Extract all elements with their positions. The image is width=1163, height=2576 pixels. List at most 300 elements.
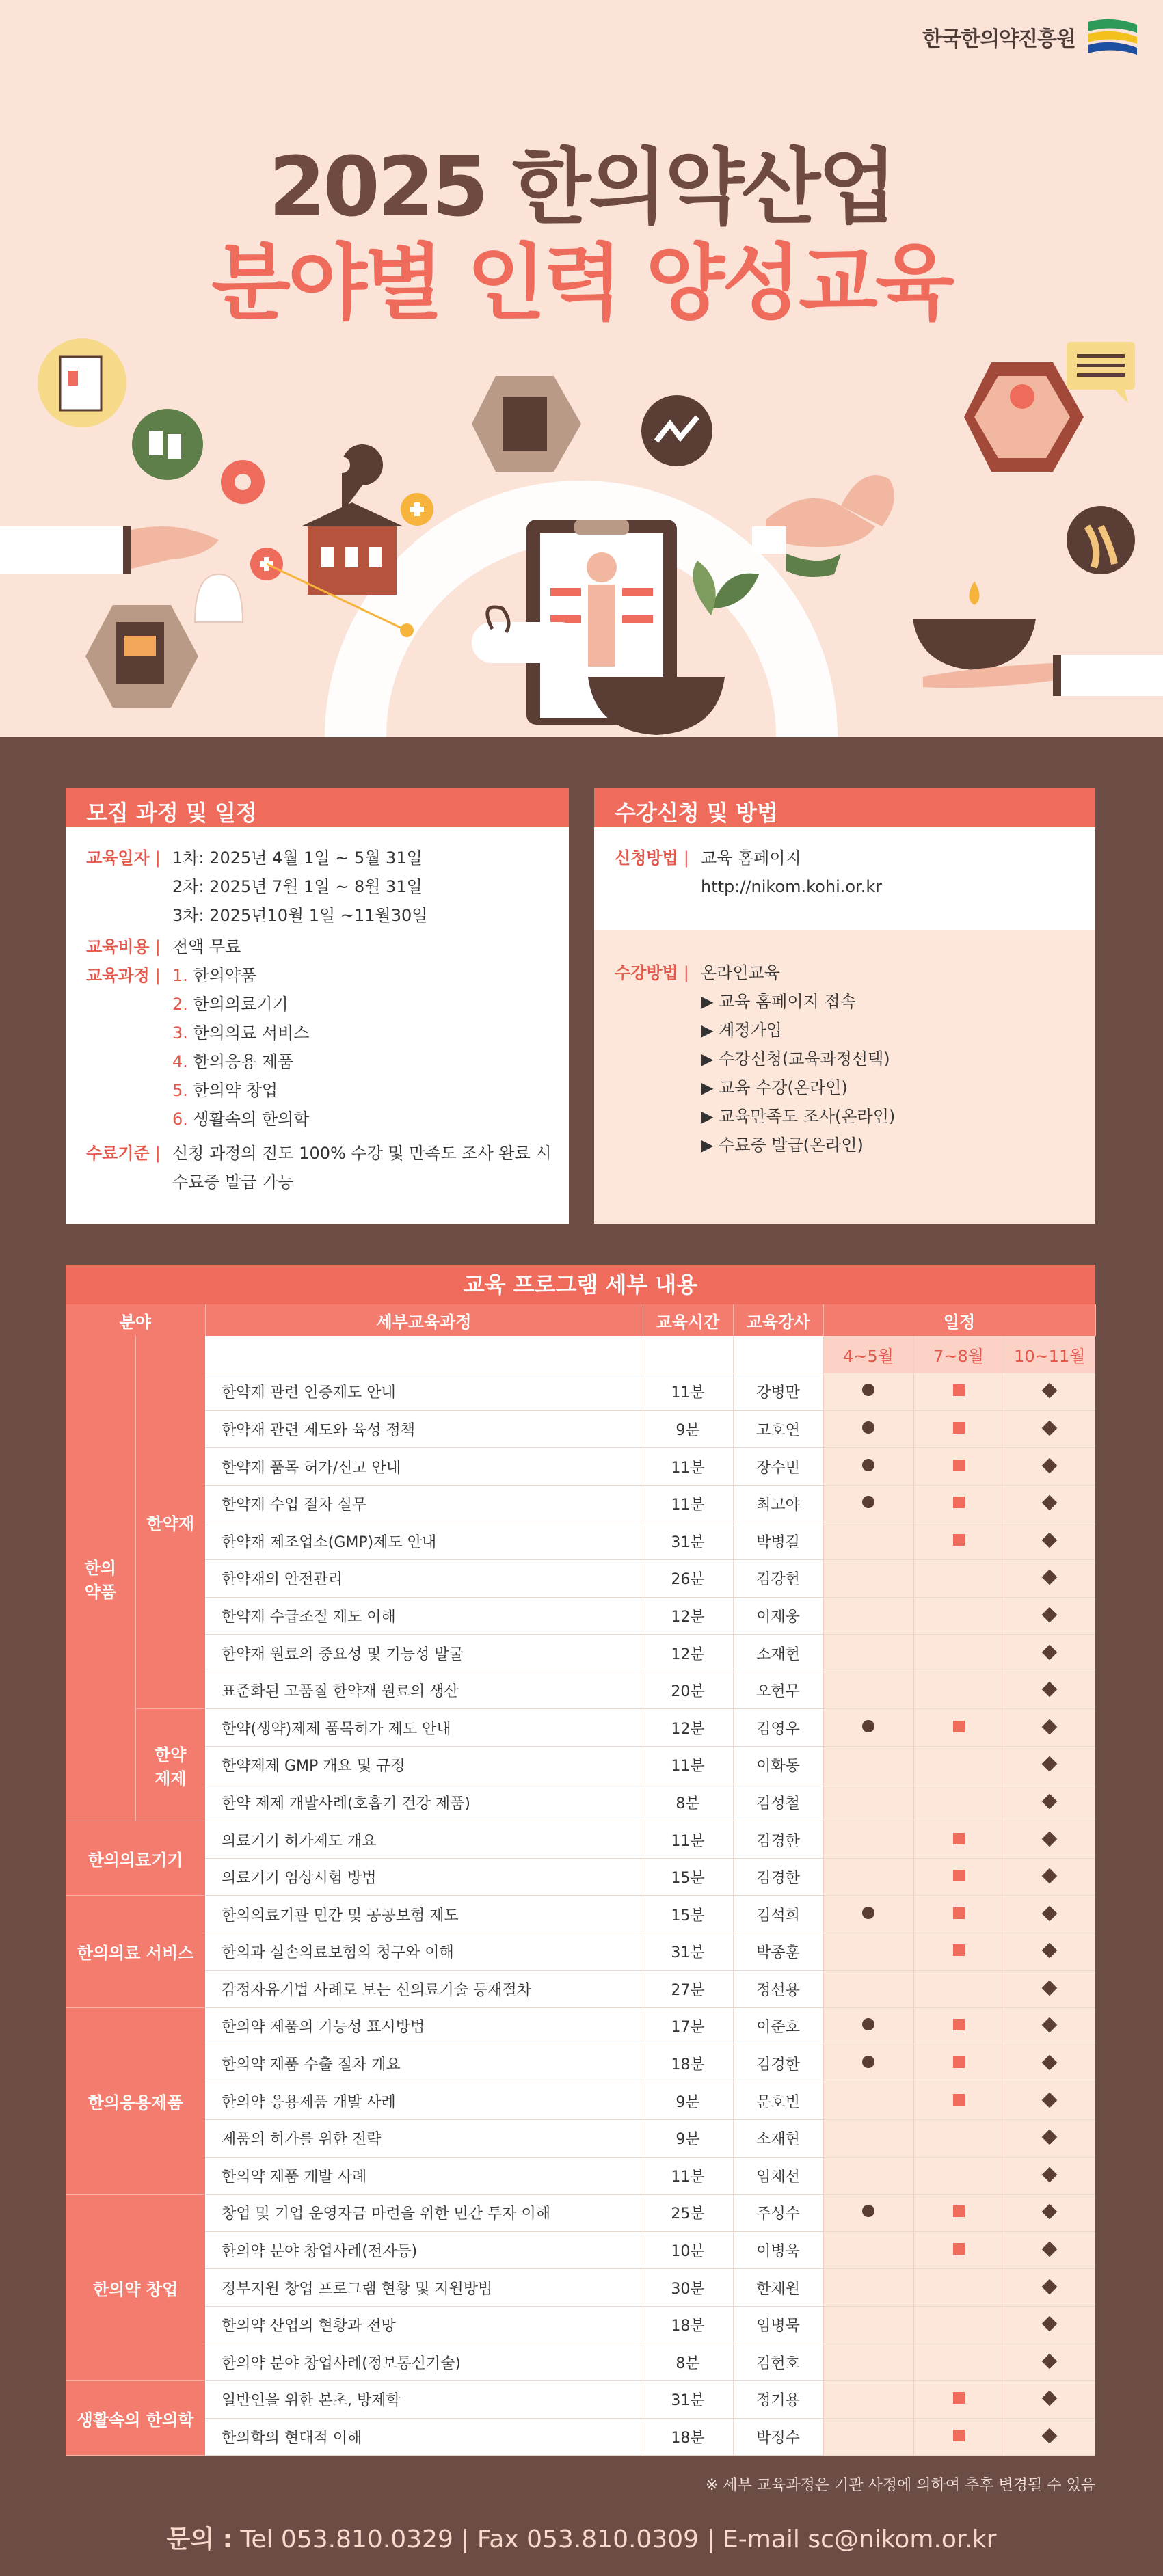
circle-mark (862, 1720, 874, 1732)
course-name: 제품의 허가를 위한 전략 (205, 2119, 643, 2157)
course-name: 창업 및 기업 운영자금 마련을 위한 민간 투자 이해 (205, 2195, 643, 2232)
schedule-s2 (913, 2381, 1004, 2419)
schedule-s1 (823, 2381, 913, 2419)
contact-email[interactable]: E-mail sc@nikom.or.kr (723, 2525, 997, 2553)
col-hours: 교육시간 (643, 1304, 733, 1336)
course-name: 한약재 수급조절 제도 이해 (205, 1597, 643, 1635)
schedule-s2 (913, 1784, 1004, 1821)
circle-mark (862, 2056, 874, 2068)
course-lecturer: 임채선 (733, 2157, 823, 2195)
course-hours: 12분 (643, 1597, 733, 1635)
course-lecturer: 박병길 (733, 1522, 823, 1560)
course-hours: 26분 (643, 1560, 733, 1598)
square-mark (953, 2056, 965, 2068)
schedule-s1 (823, 1747, 913, 1784)
schedule-s2 (913, 2344, 1004, 2381)
schedule-s1 (823, 1821, 913, 1859)
schedule-s3 (1004, 2119, 1095, 2157)
table-row (66, 2269, 1095, 2307)
course-hours: 11분 (643, 1448, 733, 1486)
diamond-mark (1042, 1981, 1058, 1996)
schedule-s2 (913, 1933, 1004, 1971)
course-lecturer: 이병욱 (733, 2231, 823, 2269)
method-label: 신청방법 (615, 848, 678, 868)
cat-label: 한의 약품 (84, 1558, 116, 1602)
schedule-s2 (913, 1672, 1004, 1709)
schedule-s2 (913, 2306, 1004, 2344)
schedule-s1 (823, 1896, 913, 1933)
diamond-mark (1042, 2017, 1058, 2033)
program-table-section (66, 1265, 1095, 2456)
circle-mark (862, 1459, 874, 1471)
diamond-mark (1042, 1719, 1058, 1734)
schedule-s2 (913, 1709, 1004, 1747)
diamond-mark (1042, 2428, 1058, 2444)
table-row (66, 1709, 1095, 1747)
course-lecturer: 소재현 (733, 2119, 823, 2157)
square-mark (953, 2019, 965, 2030)
diamond-mark (1042, 1383, 1058, 1399)
schedule-s2 (913, 1522, 1004, 1560)
step-item: ▶ 계정가입 (701, 1021, 782, 1040)
schedule-s3 (1004, 1933, 1095, 1971)
square-mark (953, 2392, 965, 2404)
schedule-s1 (823, 2119, 913, 2157)
table-row (66, 1522, 1095, 1560)
circle-mark (862, 2018, 874, 2030)
course-name: 한의과 실손의료보험의 청구와 이해 (205, 1933, 643, 1971)
step-item: ▶ 교육 홈페이지 접속 (701, 992, 856, 1011)
complete-label: 수료기준 (86, 1144, 150, 1163)
course-name: 정부지원 창업 프로그램 현황 및 지원방법 (205, 2269, 643, 2307)
schedule-s3 (1004, 1560, 1095, 1598)
course-hours: 31분 (643, 1933, 733, 1971)
course-hours: 8분 (643, 2344, 733, 2381)
course-lecturer: 김성철 (733, 1784, 823, 1821)
schedule-s2 (913, 2418, 1004, 2456)
schedule-s2 (913, 1821, 1004, 1859)
schedule-s3 (1004, 2082, 1095, 2120)
cat-cat3 (66, 1896, 205, 2008)
schedule-s3 (1004, 1896, 1095, 1933)
table-row (66, 1635, 1095, 1672)
course-name: 한약재 수입 절차 실무 (205, 1485, 643, 1522)
schedule-s2 (913, 1597, 1004, 1635)
schedule-s2 (913, 2119, 1004, 2157)
course-lecturer: 최고야 (733, 1485, 823, 1522)
table-row (66, 1448, 1095, 1486)
schedule-s3 (1004, 1709, 1095, 1747)
schedule-s3 (1004, 2231, 1095, 2269)
course-name: 한의약 분야 창업사례(정보통신기술) (205, 2344, 643, 2381)
course-name: 의료기기 임상시험 방법 (205, 1858, 643, 1896)
course-item: 3. 한의의료 서비스 (172, 1023, 310, 1043)
session-header-row (66, 1336, 1095, 1373)
cost-row: 교육비용 | (86, 937, 161, 956)
course-lecturer: 이화동 (733, 1747, 823, 1784)
org-logo (922, 18, 1140, 56)
schedule-s1 (823, 1522, 913, 1560)
square-mark (953, 1721, 965, 1732)
schedule-s1 (823, 2306, 913, 2344)
cat-label: 한의의료기기 (88, 1850, 183, 1870)
diamond-mark (1042, 2204, 1058, 2220)
schedule-s3 (1004, 1858, 1095, 1896)
circle-mark (862, 1496, 874, 1508)
schedule-s1 (823, 1635, 913, 1672)
col-course: 세부교육과정 (205, 1304, 643, 1336)
cost-label: 교육비용 (86, 937, 150, 956)
table-row (66, 1672, 1095, 1709)
course-lecturer: 김경한 (733, 1858, 823, 1896)
diamond-mark (1042, 1943, 1058, 1959)
contact-tel: Tel 053.810.0329 (240, 2525, 453, 2553)
way-row: 수강방법 | (615, 963, 689, 982)
blank-cell (733, 1336, 823, 1373)
schedule-s3 (1004, 1672, 1095, 1709)
course-item: 1. 한의약품 (172, 966, 257, 985)
table-row (66, 1747, 1095, 1784)
schedule-s1 (823, 1709, 913, 1747)
cat-label: 생활속의 한의학 (77, 2410, 194, 2430)
course-name: 한약재 관련 제도와 육성 정책 (205, 1410, 643, 1448)
recruit-panel (66, 788, 569, 1224)
org-logo-icon (1085, 18, 1140, 56)
course-lecturer: 이재웅 (733, 1597, 823, 1635)
course-hours: 25분 (643, 2195, 733, 2232)
course-hours: 15분 (643, 1896, 733, 1933)
course-lecturer: 고호연 (733, 1410, 823, 1448)
schedule-s2 (913, 2269, 1004, 2307)
schedule-s3 (1004, 1485, 1095, 1522)
course-lecturer: 장수빈 (733, 1448, 823, 1486)
schedule-s3 (1004, 1635, 1095, 1672)
complete-row: 수료기준 | (86, 1144, 161, 1163)
square-mark (953, 2094, 965, 2106)
schedule-s2 (913, 2045, 1004, 2082)
schedule-s2 (913, 2195, 1004, 2232)
diamond-mark (1042, 2391, 1058, 2406)
diamond-mark (1042, 2055, 1058, 2071)
title-line-1: 2025 한의약산업 (268, 140, 895, 235)
diamond-mark (1042, 2092, 1058, 2108)
course-name: 한약재의 안전관리 (205, 1560, 643, 1598)
schedule-s1 (823, 1410, 913, 1448)
hero-illustration (0, 321, 1163, 737)
step-item: ▶ 교육 수강(온라인) (701, 1078, 848, 1097)
table-row (66, 2231, 1095, 2269)
schedule-s1 (823, 2344, 913, 2381)
course-name: 한약재 제조업소(GMP)제도 안내 (205, 1522, 643, 1560)
schedule-s3 (1004, 1522, 1095, 1560)
step-item: ▶ 수료증 발급(온라인) (701, 1136, 864, 1155)
course-hours: 18분 (643, 2045, 733, 2082)
schedule-s2 (913, 2008, 1004, 2045)
schedule-s1 (823, 2418, 913, 2456)
schedule-s1 (823, 1858, 913, 1896)
course-lecturer: 박종훈 (733, 1933, 823, 1971)
square-mark (953, 1907, 965, 1919)
course-lecturer: 소재현 (733, 1635, 823, 1672)
schedule-s2 (913, 1448, 1004, 1486)
date-3: 3차: 2025년10월 1일 ~11월30일 (172, 906, 428, 925)
table-row (66, 2344, 1095, 2381)
contact-info: 문의 : Tel 053.810.0329 | Fax 053.810.0309 | E-mail sc@nikom.or.kr (166, 2525, 997, 2553)
course-name: 한의약 분야 창업사례(전자등) (205, 2231, 643, 2269)
schedule-s3 (1004, 1970, 1095, 2008)
method-value: 교육 홈페이지 (701, 848, 801, 868)
table-row (66, 2306, 1095, 2344)
table-row (66, 1597, 1095, 1635)
schedule-s1 (823, 1970, 913, 2008)
date-label: 교육일자 (86, 848, 150, 868)
course-hours: 11분 (643, 1373, 733, 1411)
schedule-s3 (1004, 1597, 1095, 1635)
diamond-mark (1042, 2167, 1058, 2183)
way-label: 수강방법 (615, 963, 678, 982)
col-schedule: 일정 (823, 1304, 1095, 1336)
table-row (66, 1933, 1095, 1971)
schedule-s3 (1004, 2195, 1095, 2232)
table-row (66, 1821, 1095, 1859)
diamond-mark (1042, 1495, 1058, 1511)
col-field: 분야 (66, 1304, 205, 1336)
date-2: 2차: 2025년 7월 1일 ~ 8월 31일 (172, 877, 423, 896)
square-mark (953, 1833, 965, 1844)
table-row (66, 1858, 1095, 1896)
schedule-s3 (1004, 2269, 1095, 2307)
cost-value: 전액 무료 (172, 937, 241, 956)
square-mark (953, 2205, 965, 2217)
course-hours: 31분 (643, 2381, 733, 2419)
course-hours: 10분 (643, 2231, 733, 2269)
sub-herbal (135, 1336, 205, 1709)
schedule-s1 (823, 1485, 913, 1522)
blank-cell (643, 1336, 733, 1373)
contact-label: 문의 : (166, 2525, 233, 2553)
schedule-s2 (913, 1858, 1004, 1896)
org-name: 한국한의약진흥원 (922, 27, 1075, 51)
col-lecturer: 교육강사 (733, 1304, 823, 1336)
course-name: 일반인을 위한 본초, 방제학 (205, 2381, 643, 2419)
course-lecturer: 정기용 (733, 2381, 823, 2419)
table-row (66, 1784, 1095, 1821)
sub-label: 한약 제제 (155, 1745, 187, 1788)
way-value: 온라인교육 (701, 963, 780, 982)
course-lecturer: 김석희 (733, 1896, 823, 1933)
cat-cat2 (66, 1821, 205, 1896)
cat-label: 한의약 창업 (92, 2279, 178, 2299)
course-hours: 11분 (643, 2157, 733, 2195)
cat-herbal-medicine (66, 1336, 135, 1821)
schedule-s3 (1004, 2344, 1095, 2381)
circle-mark (862, 2205, 874, 2217)
session-2: 7~8월 (913, 1336, 1004, 1373)
diamond-mark (1042, 2130, 1058, 2145)
square-mark (953, 2430, 965, 2441)
schedule-s3 (1004, 2418, 1095, 2456)
table-row (66, 1560, 1095, 1598)
course-item: 5. 한의약 창업 (172, 1081, 278, 1100)
diamond-mark (1042, 1570, 1058, 1585)
course-hours: 11분 (643, 1821, 733, 1859)
schedule-s1 (823, 2157, 913, 2195)
course-lecturer: 김경한 (733, 1821, 823, 1859)
course-lecturer: 김경한 (733, 2045, 823, 2082)
course-name: 한의약 제품 수출 절차 개요 (205, 2045, 643, 2082)
schedule-s2 (913, 1635, 1004, 1672)
schedule-s3 (1004, 1747, 1095, 1784)
schedule-s1 (823, 1373, 913, 1411)
cat-label: 한의응용제품 (88, 2093, 183, 2112)
circle-mark (862, 1907, 874, 1919)
course-hours: 9분 (643, 2119, 733, 2157)
schedule-s1 (823, 1672, 913, 1709)
cat-label: 한의의료 서비스 (77, 1944, 194, 1963)
course-hours: 20분 (643, 1672, 733, 1709)
table-row (66, 2381, 1095, 2419)
course-item: 4. 한의응용 제품 (172, 1052, 294, 1071)
schedule-s3 (1004, 1448, 1095, 1486)
apply-panel (594, 788, 1095, 1224)
schedule-s1 (823, 2231, 913, 2269)
schedule-s1 (823, 2045, 913, 2082)
schedule-s3 (1004, 2045, 1095, 2082)
course-name: 한의약 제품 개발 사례 (205, 2157, 643, 2195)
table-row (66, 1485, 1095, 1522)
table-row (66, 2119, 1095, 2157)
course-lecturer: 강병만 (733, 1373, 823, 1411)
method-row: 신청방법 | (615, 848, 689, 868)
course-lecturer: 오현무 (733, 1672, 823, 1709)
square-mark (953, 1460, 965, 1471)
square-mark (953, 1944, 965, 1956)
contact-fax: Fax 053.810.0309 (477, 2525, 699, 2553)
diamond-mark (1042, 1421, 1058, 1436)
diamond-mark (1042, 2279, 1058, 2294)
schedule-s2 (913, 1410, 1004, 1448)
course-name: 표준화된 고품질 한약재 원료의 생산 (205, 1672, 643, 1709)
course-name: 한의의료기관 민간 및 공공보험 제도 (205, 1896, 643, 1933)
square-mark (953, 1422, 965, 1434)
course-name: 한약제제 GMP 개요 및 규정 (205, 1747, 643, 1784)
course-lecturer: 김영우 (733, 1709, 823, 1747)
table-row (66, 2195, 1095, 2232)
table-row (66, 1896, 1095, 1933)
circle-mark (862, 1384, 874, 1396)
schedule-s3 (1004, 2306, 1095, 2344)
course-name: 한약 제제 개발사례(호흡기 건강 제품) (205, 1784, 643, 1821)
schedule-s2 (913, 1970, 1004, 2008)
diamond-mark (1042, 1756, 1058, 1772)
course-lecturer: 박정수 (733, 2418, 823, 2456)
hero-banner (0, 0, 1163, 737)
schedule-s1 (823, 2008, 913, 2045)
table-row (66, 1970, 1095, 2008)
course-name: 한의학의 현대적 이해 (205, 2418, 643, 2456)
program-table (66, 1304, 1096, 2456)
diamond-mark (1042, 1682, 1058, 1698)
schedule-s3 (1004, 2008, 1095, 2045)
date-label-row: 교육일자 | (86, 848, 161, 868)
table-row (66, 1373, 1095, 1411)
course-row: 교육과정 | (86, 966, 161, 985)
diamond-mark (1042, 1532, 1058, 1548)
title-line-2: 분야별 인력 양성교육 (211, 236, 952, 331)
schedule-s1 (823, 2082, 913, 2120)
course-hours: 18분 (643, 2418, 733, 2456)
course-hours: 12분 (643, 1635, 733, 1672)
apply-header: 수강신청 및 방법 (594, 788, 1095, 827)
square-mark (953, 1870, 965, 1881)
course-lecturer: 한채원 (733, 2269, 823, 2307)
table-row (66, 2082, 1095, 2120)
blank-cell (205, 1336, 643, 1373)
course-item: 6. 생활속의 한의학 (172, 1110, 310, 1129)
schedule-s2 (913, 2082, 1004, 2120)
course-name: 감정자유기법 사례로 보는 신의료기술 등재절차 (205, 1970, 643, 2008)
schedule-s1 (823, 2195, 913, 2232)
table-row (66, 2045, 1095, 2082)
course-name: 한약(생약)제제 품목허가 제도 안내 (205, 1709, 643, 1747)
diamond-mark (1042, 1905, 1058, 1921)
diamond-mark (1042, 1607, 1058, 1623)
course-name: 한의약 응용제품 개발 사례 (205, 2082, 643, 2120)
diamond-mark (1042, 2316, 1058, 2332)
table-row (66, 2418, 1095, 2456)
square-mark (953, 2243, 965, 2255)
schedule-s1 (823, 1597, 913, 1635)
schedule-s3 (1004, 2381, 1095, 2419)
diamond-mark (1042, 2354, 1058, 2370)
schedule-s1 (823, 1933, 913, 1971)
schedule-s2 (913, 2157, 1004, 2195)
diamond-mark (1042, 1831, 1058, 1847)
course-item: 2. 한의의료기기 (172, 995, 289, 1014)
complete-text-1: 신청 과정의 진도 100% 수강 및 만족도 조사 완료 시 (172, 1144, 552, 1163)
schedule-s3 (1004, 1373, 1095, 1411)
course-lecturer: 김현호 (733, 2344, 823, 2381)
cat-cat6 (66, 2381, 205, 2456)
schedule-s3 (1004, 1821, 1095, 1859)
diamond-mark (1042, 2242, 1058, 2257)
course-name: 한약재 품목 허가/신고 안내 (205, 1448, 643, 1486)
course-lecturer: 주성수 (733, 2195, 823, 2232)
course-hours: 9분 (643, 1410, 733, 1448)
course-hours: 30분 (643, 2269, 733, 2307)
course-label: 교육과정 (86, 966, 150, 985)
course-hours: 31분 (643, 1522, 733, 1560)
diamond-mark (1042, 1458, 1058, 1473)
schedule-s2 (913, 1560, 1004, 1598)
sub-herbal-preparation (135, 1709, 205, 1821)
course-name: 의료기기 허가제도 개요 (205, 1821, 643, 1859)
course-hours: 11분 (643, 1485, 733, 1522)
course-hours: 9분 (643, 2082, 733, 2120)
square-mark (953, 1534, 965, 1546)
schedule-s2 (913, 1896, 1004, 1933)
homepage-url[interactable]: http://nikom.kohi.or.kr (701, 877, 883, 896)
date-1: 1차: 2025년 4월 1일 ~ 5월 31일 (172, 848, 423, 868)
complete-text-2: 수료증 발급 가능 (172, 1172, 294, 1192)
recruit-header: 모집 과정 및 일정 (66, 788, 569, 827)
schedule-s3 (1004, 1784, 1095, 1821)
table-row (66, 1410, 1095, 1448)
diamond-mark (1042, 1868, 1058, 1884)
step-item: ▶ 수강신청(교육과정선택) (701, 1049, 890, 1069)
schedule-s2 (913, 1373, 1004, 1411)
square-mark (953, 1497, 965, 1508)
